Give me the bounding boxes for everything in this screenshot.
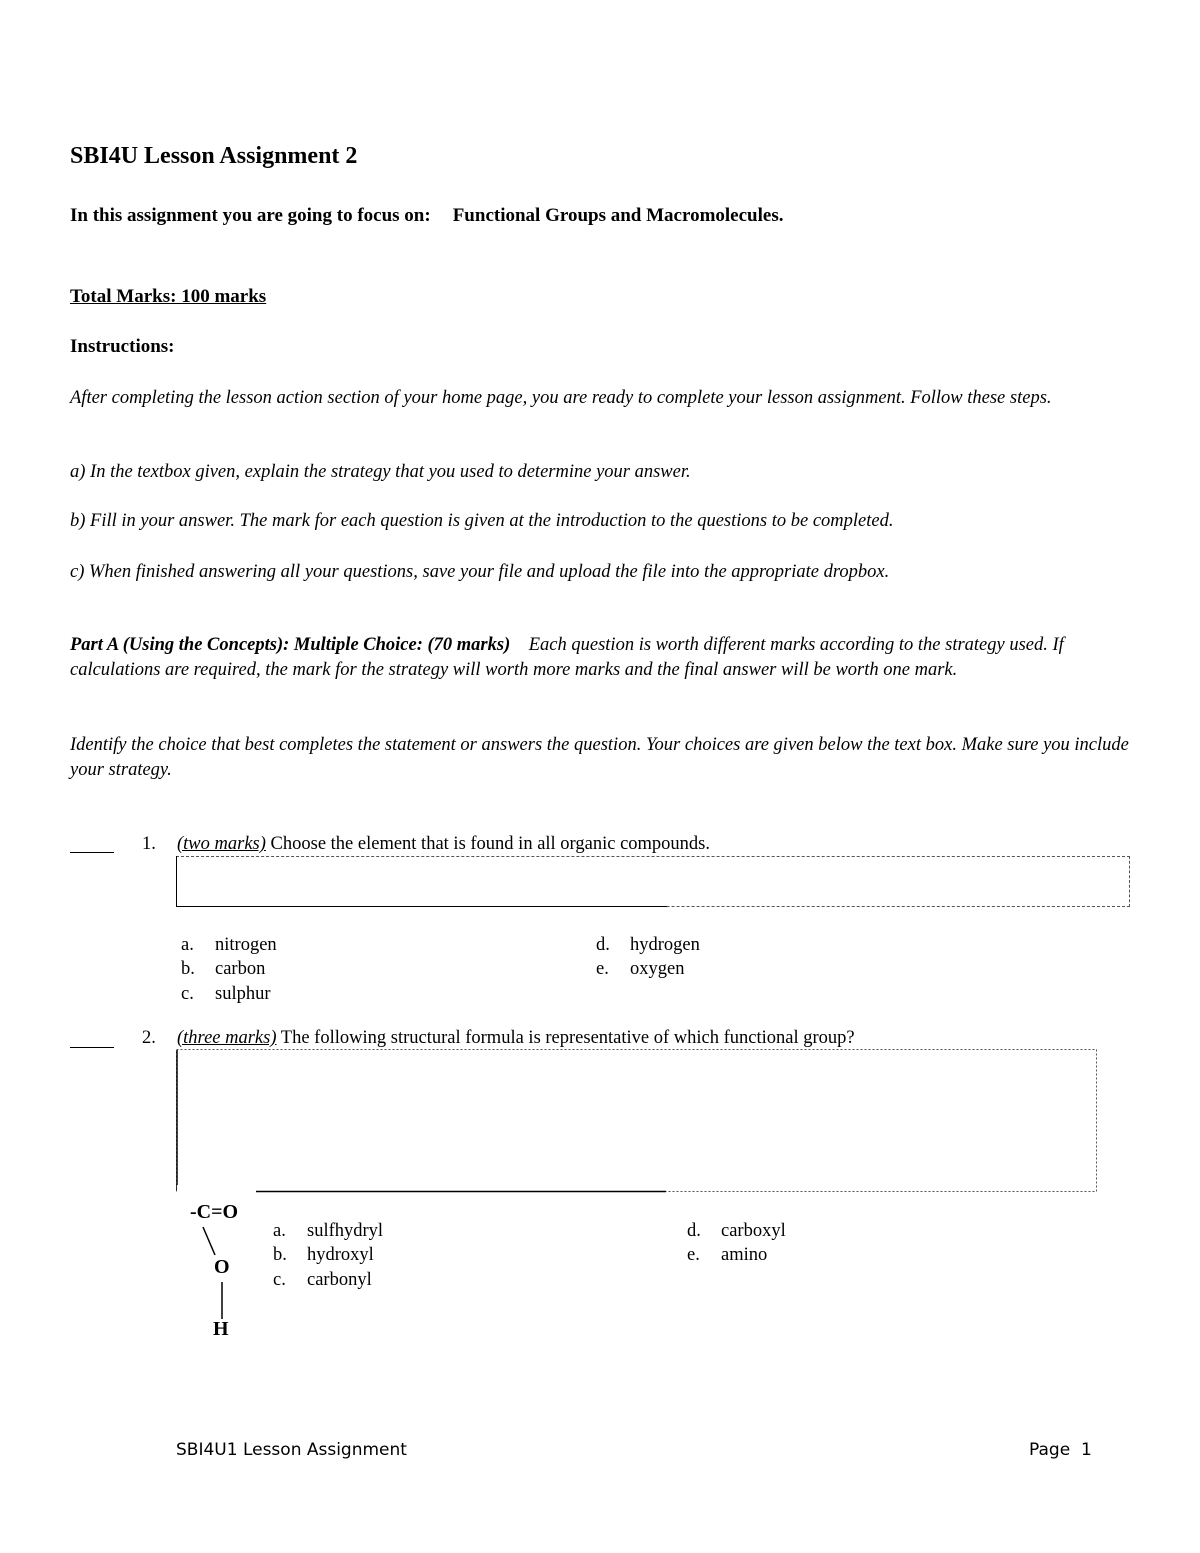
focus-topic: Functional Groups and Macromolecules.	[452, 205, 784, 226]
option-b[interactable]: b. hydroxyl	[273, 1245, 374, 1265]
question-text-q1	[177, 834, 710, 855]
instruction-step-b: b) Fill in your answer. The mark for each question is given at the introduction to the questions to be completed.	[70, 511, 894, 531]
formula-hydrogen: H	[213, 1318, 229, 1340]
focus-label: In this assignment you are going to focus on:	[70, 205, 431, 226]
part-a-label: Part A (Using the Concepts): Multiple Choice: (70 marks)	[70, 635, 511, 655]
option-e[interactable]: e. oxygen	[596, 959, 685, 979]
strategy-textbox-q1[interactable]	[176, 856, 1130, 907]
option-d[interactable]: d. carboxyl	[687, 1221, 786, 1241]
option-c[interactable]: c. carbonyl	[273, 1270, 372, 1290]
instruction-step-a: a) In the textbox given, explain the strategy that you used to determine your answer.	[70, 462, 691, 482]
instructions-intro: After completing the lesson action section of your home page, you are ready to complete your lesson assignment. Follow these steps.	[70, 388, 1052, 408]
option-d[interactable]: d. hydrogen	[596, 935, 700, 955]
question-marks: (two marks)	[177, 834, 266, 854]
formula-oxygen: O	[214, 1256, 230, 1278]
option-c[interactable]: c. sulphur	[181, 984, 271, 1004]
option-b[interactable]: b. carbon	[181, 959, 266, 979]
answer-blank-q2[interactable]	[70, 1047, 114, 1048]
question-marks: (three marks)	[177, 1028, 277, 1048]
page-title: SBI4U Lesson Assignment 2	[70, 143, 358, 169]
question-text-q2	[177, 1028, 855, 1049]
total-marks: Total Marks: 100 marks	[70, 286, 267, 307]
part-a-intro	[70, 633, 1132, 683]
strategy-textbox-q2[interactable]	[176, 1049, 1098, 1194]
formula-carbonyl: -C=O	[190, 1201, 239, 1223]
part-a-description: Each question is worth different marks according to the strategy used. If calculations are required, the mark for the strategy will worth more marks and the final answer will be worth one mark.	[70, 635, 1064, 680]
option-a[interactable]: a. sulfhydryl	[273, 1221, 384, 1241]
question-number: 2.	[142, 1028, 156, 1048]
question-number: 1.	[142, 834, 156, 854]
focus-line	[70, 205, 783, 227]
question-prompt: The following structural formula is representative of which functional group?	[280, 1028, 855, 1048]
answer-blank-q1[interactable]	[70, 852, 114, 853]
option-e[interactable]: e. amino	[687, 1245, 768, 1265]
instructions-heading: Instructions:	[70, 336, 175, 357]
option-a[interactable]: a. nitrogen	[181, 935, 277, 955]
part-a-identify: Identify the choice that best completes the statement or answers the question. Your choices are given below the text box. Make sure you include your strategy.	[70, 735, 1129, 780]
question-prompt: Choose the element that is found in all organic compounds.	[270, 834, 710, 854]
instruction-step-c: c) When finished answering all your questions, save your file and upload the file into the appropriate dropbox.	[70, 562, 890, 582]
footer-page-number: Page 1	[1029, 1440, 1092, 1460]
footer-doc-name: SBI4U1 Lesson Assignment	[176, 1440, 407, 1460]
